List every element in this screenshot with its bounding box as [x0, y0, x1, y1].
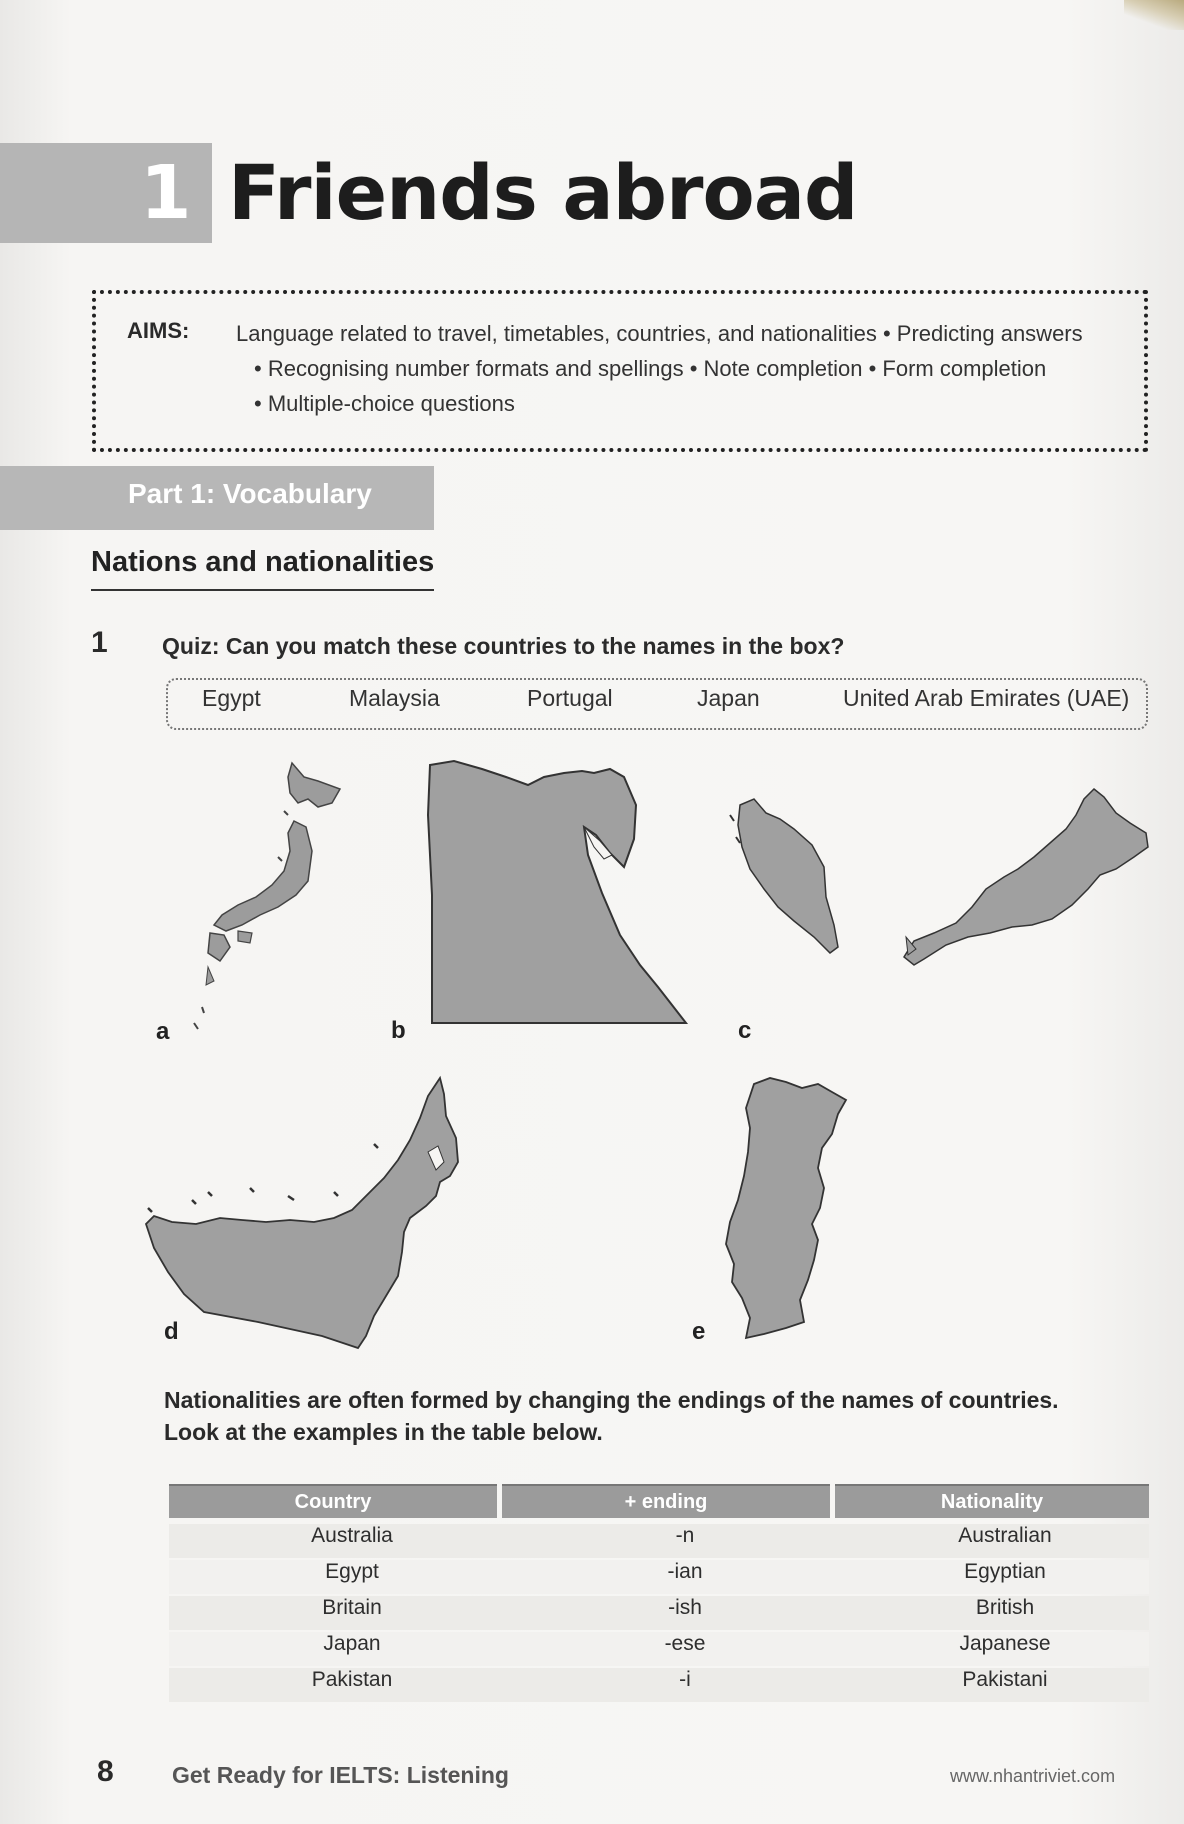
table-cell-nationality: Pakistani [962, 1668, 1048, 1691]
table-row [169, 1524, 1149, 1558]
word-box-item: Malaysia [349, 685, 440, 711]
table-row [169, 1668, 1149, 1702]
map-malaysia-image [720, 785, 1160, 975]
part-label: Part 1: Vocabulary [128, 478, 372, 509]
table-cell-ending: -ian [667, 1560, 703, 1583]
map-label-e: e [692, 1318, 706, 1345]
map-portugal-image [720, 1072, 850, 1342]
table-cell-nationality: British [975, 1596, 1035, 1619]
aims-text [236, 316, 1116, 421]
map-egypt-image [424, 755, 694, 1030]
book-title: Get Ready for IELTS: Listening [172, 1762, 509, 1788]
table-cell-ending: -ese [664, 1632, 706, 1655]
instruction-note [164, 1384, 1114, 1448]
table-cell-ending: -n [675, 1524, 695, 1547]
word-box-item: Japan [697, 685, 760, 711]
table-cell-country: Pakistan [311, 1668, 393, 1691]
map-japan-image [180, 755, 350, 1055]
table-cell-nationality: Egyptian [964, 1560, 1046, 1583]
table-header-ending: + ending [502, 1484, 830, 1518]
table-row [169, 1596, 1149, 1630]
footer-url: www.nhantriviet.com [950, 1766, 1116, 1786]
aims-line-2: • Recognising number formats and spellings • Note completion • Form completion [254, 356, 1047, 381]
unit-number: 1 [140, 150, 192, 236]
question-text: Quiz: Can you match these countries to the names in the box? [162, 633, 845, 659]
table-cell-nationality: Australian [958, 1524, 1052, 1547]
page-corner [1124, 0, 1184, 30]
aims-line-1: Language related to travel, timetables, countries, and nationalities • Predicting answers [236, 321, 1083, 346]
word-box-item: Portugal [527, 685, 613, 711]
map-label-a: a [156, 1018, 170, 1045]
table-cell-nationality: Japanese [959, 1632, 1051, 1655]
question-number: 1 [91, 626, 108, 659]
unit-title: Friends abroad [228, 148, 858, 237]
note-line-2: Look at the examples in the table below. [164, 1419, 603, 1445]
table-cell-country: Egypt [325, 1560, 379, 1583]
table-header-nationality: Nationality [835, 1484, 1149, 1518]
table-cell-ending: -i [679, 1668, 691, 1691]
word-box-item: United Arab Emirates (UAE) [843, 685, 1130, 711]
map-uae-image [138, 1072, 468, 1352]
table-cell-country: Japan [323, 1632, 381, 1655]
table-cell-country: Britain [322, 1596, 382, 1619]
table-cell-country: Australia [311, 1524, 393, 1547]
note-line-1: Nationalities are often formed by changing the endings of the names of countries. [164, 1387, 1059, 1413]
table-cell-ending: -ish [668, 1596, 702, 1619]
section-heading: Nations and nationalities [91, 546, 434, 591]
aims-line-3: • Multiple-choice questions [254, 391, 515, 416]
map-label-c: c [738, 1017, 752, 1044]
table-row [169, 1632, 1149, 1666]
page-number: 8 [97, 1755, 114, 1788]
table-row [169, 1560, 1149, 1594]
aims-label: AIMS: [127, 318, 190, 343]
map-label-b: b [391, 1017, 406, 1044]
map-label-d: d [164, 1318, 179, 1345]
word-box-item: Egypt [202, 685, 261, 711]
table-header-country: Country [169, 1484, 497, 1518]
